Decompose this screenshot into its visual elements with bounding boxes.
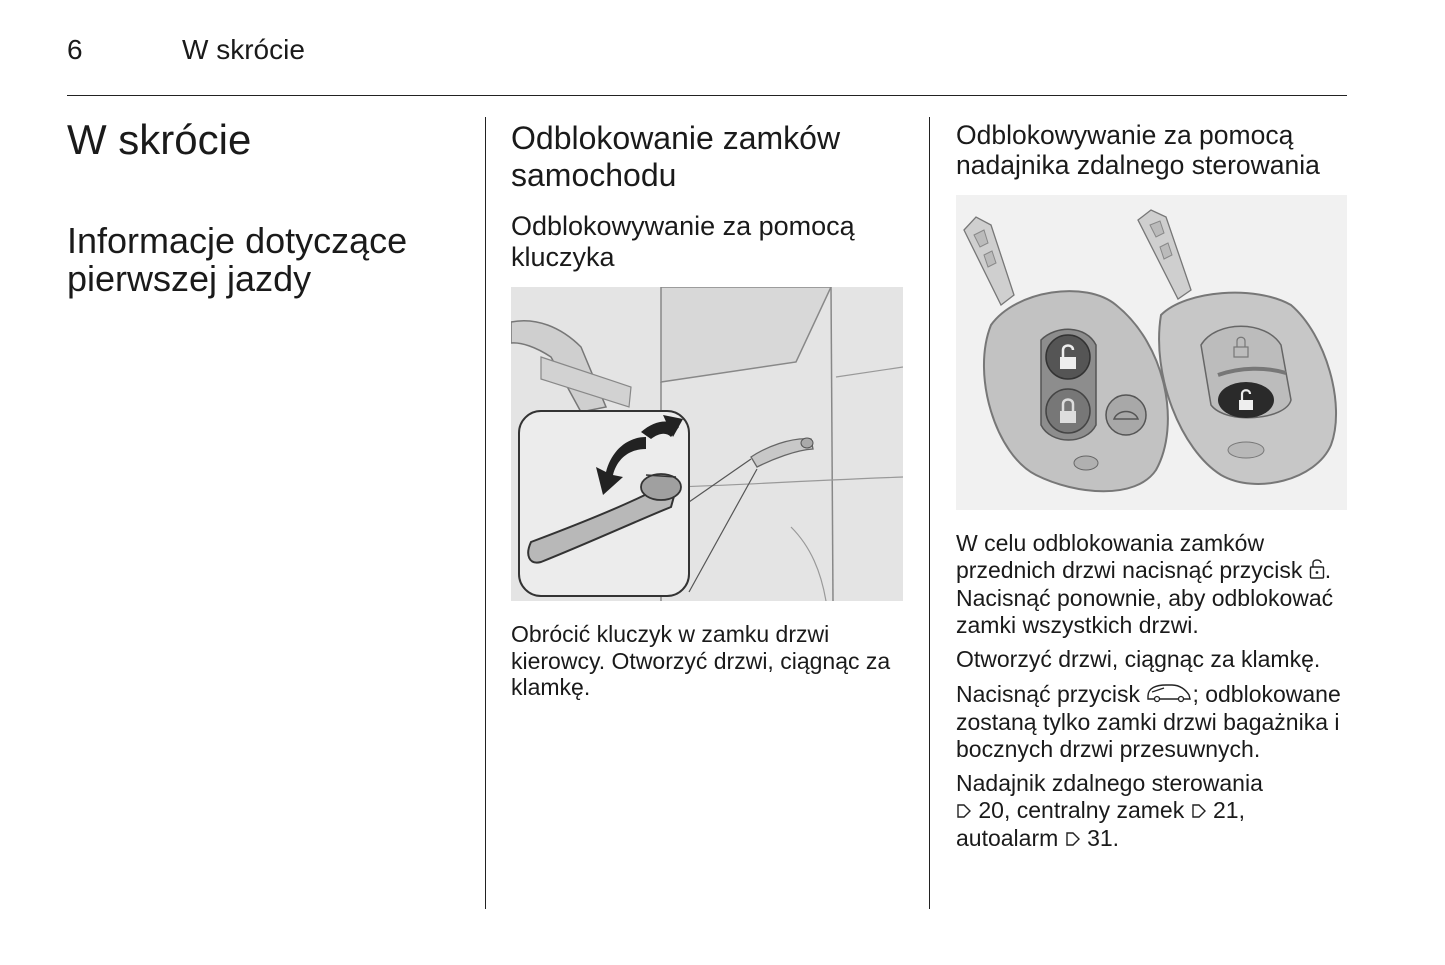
remote-paragraph-3 [956,681,1351,763]
key-unlock-paragraph: Obrócić kluczyk w zamku drzwi kierowcy. Otworzyć drzwi, ciągnąc za klamkę. [511,621,891,700]
subsection-title-key: Odblokowywanie za pomocą kluczyka [511,211,855,272]
reference-remote-control[interactable]: 20, centralny zamek [978,796,1185,823]
remote-paragraph-1 [956,530,1351,638]
remote-p3-start: Nacisnąć przycisk [956,680,1141,707]
remote-unlock-instructions [956,530,1351,862]
subsection-title-remote: Odblokowywanie za pomocą nadajnika zdalnego sterowania [956,120,1320,180]
remote-p4-mid: autoalarm [956,825,1059,851]
remote-paragraph-2: Otworzyć drzwi, ciągnąc za klamkę. [956,646,1321,672]
reference-central-lock[interactable]: 21, [1213,796,1245,823]
door-handle-illustration [511,287,903,601]
page-reference-arrow-icon[interactable] [956,799,972,826]
key-unlock-instructions [511,621,911,709]
page-reference-arrow-icon[interactable] [1065,827,1081,854]
remote-paragraph-4 [956,770,1351,854]
remote-p1-cont: Nacisnąć ponownie, aby odblokować zamki wszystkich drzwi. [956,585,1334,638]
remote-p1-text: W celu odblokowania zamków przednich drzwi nacisnąć przycisk [956,530,1303,583]
unlock-icon [1309,558,1325,586]
van-rear-icon [1146,682,1192,710]
column-divider-right [929,117,930,909]
remote-key-fobs-illustration [956,195,1347,510]
header-divider [67,95,1347,96]
page-number: 6 [67,34,83,65]
section-title-first-drive: Informacje dotyczące pierwszej jazdy [67,220,408,299]
remote-p1-period: . [1324,556,1332,583]
chapter-title: W skrócie [67,116,252,163]
remote-p3-rest: ; odblokowane zostaną tylko zamki drzwi bagażnika i bocznych drzwi przesuwnych. [956,680,1341,762]
section-title-unlocking: Odblokowanie zamków samochodu [511,120,841,193]
remote-p4-start: Nadajnik zdalnego sterowania [956,770,1263,796]
reference-alarm[interactable]: 31. [1087,825,1120,851]
page-reference-arrow-icon[interactable] [1191,799,1207,826]
running-title: W skrócie [182,34,305,65]
column-divider-left [485,117,486,909]
